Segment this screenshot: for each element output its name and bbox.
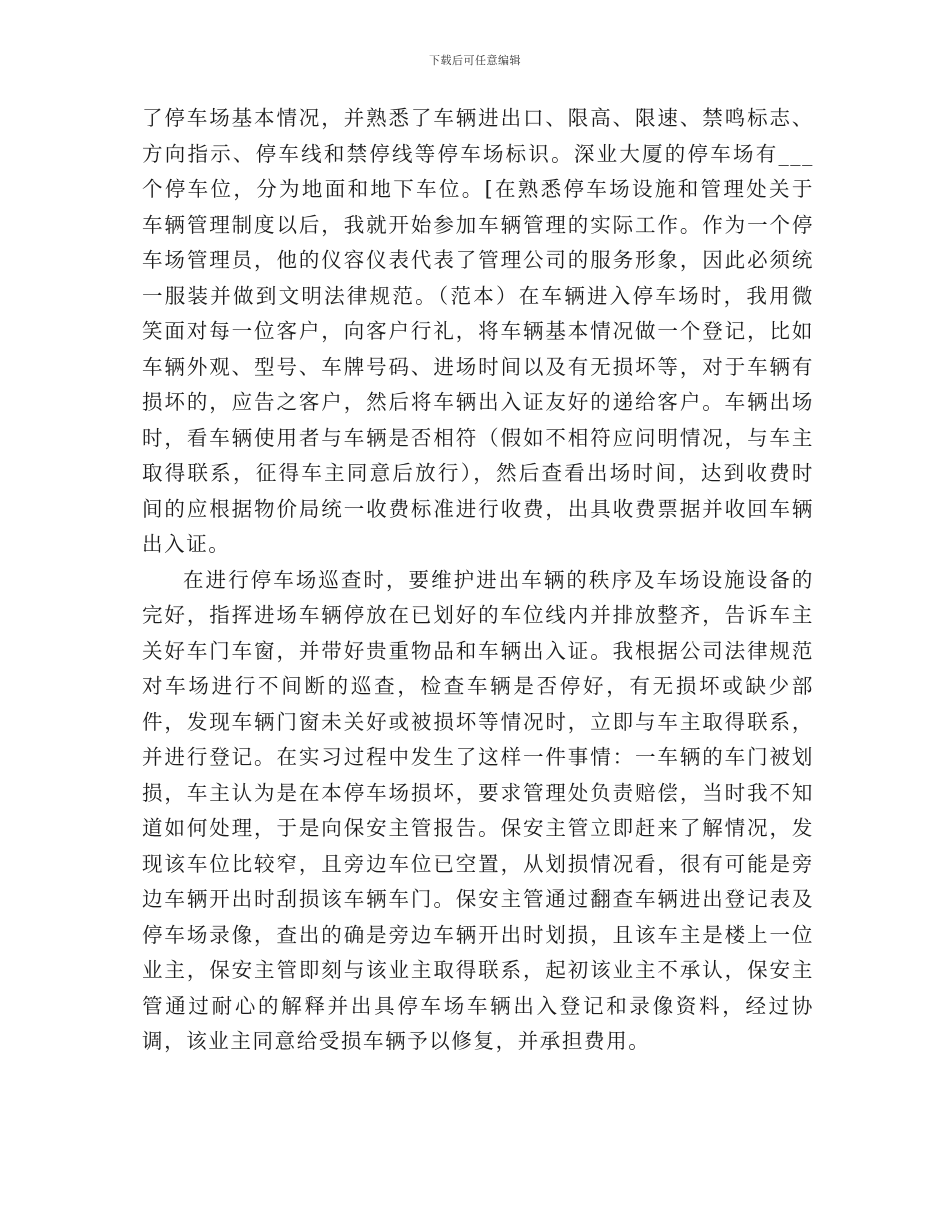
page-header-note: 下载后可任意编辑 xyxy=(429,54,521,67)
document-body xyxy=(142,101,814,1060)
paragraph-2: 在进行停车场巡查时，要维护进出车辆的秩序及车场设施设备的完好，指挥进场车辆停放在已划好的车位线内并排放整齐，告诉车主关好车门车窗，并带好贵重物品和车辆出入证。我根据公司法律规范对车场进行不间断的巡查，检查车辆是否停好，有无损坏或缺少部件，发现车辆门窗未关好或被损坏等情况时，立即与车主取得联系，并进行登记。在实习过程中发生了这样一件事情：一车辆的车门被划损，车主认为是在本停车场损坏，要求管理处负责赔偿，当时我不知道如何处理，于是向保安主管报告。保安主管立即赶来了解情况，发现该车位比较窄，且旁边车位已空置，从划损情况看，很有可能是旁边车辆开出时刮损该车辆车门。保安主管通过翻查车辆进出登记表及停车场录像，查出的确是旁边车辆开出时划损，且该车主是楼上一位业主，保安主管即刻与该业主取得联系，起初该业主不承认，保安主管通过耐心的解释并出具停车场车辆出入登记和录像资料，经过协调，该业主同意给受损车辆予以修复，并承担费用。 xyxy=(142,567,814,1053)
paragraph-1: 了停车场基本情况，并熟悉了车辆进出口、限高、限速、禁鸣标志、方向指示、停车线和禁停线等停车场标识。深业大厦的停车场有___个停车位，分为地面和地下车位。[在熟悉停车场设施和管理处关于车辆管理制度以后，我就开始参加车辆管理的实际工作。作为一个停车场管理员，他的仪容仪表代表了管理公司的服务形象，因此必须统一服装并做到文明法律规范。（范本）在车辆进入停车场时，我用微笑面对每一位客户，向客户行礼，将车辆基本情况做一个登记，比如车辆外观、型号、车牌号码、进场时间以及有无损坏等，对于车辆有损坏的，应告之客户，然后将车辆出入证友好的递给客户。车辆出场时，看车辆使用者与车辆是否相符（假如不相符应问明情况，与车主取得联系，征得车主同意后放行），然后查看出场时间，达到收费时间的应根据物价局统一收费标准进行收费，出具收费票据并收回车辆出入证。 xyxy=(142,106,814,556)
